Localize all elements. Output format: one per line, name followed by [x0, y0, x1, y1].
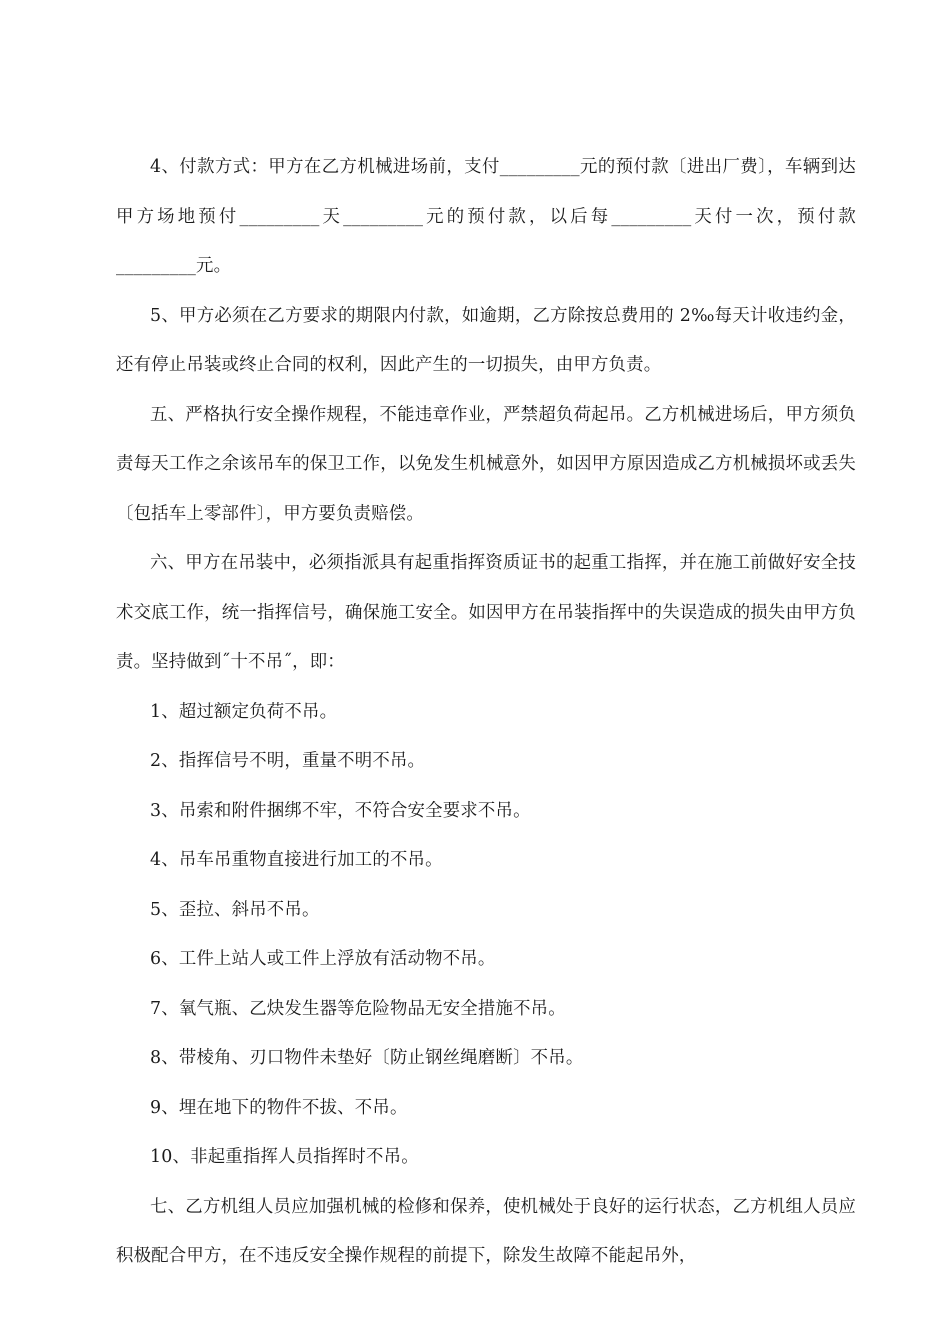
list-item: 3、吊索和附件捆绑不牢，不符合安全要求不吊。 — [150, 800, 531, 821]
list-item: 5、歪拉、斜吊不吊。 — [150, 899, 320, 920]
clause-late-payment: 5、甲方必须在乙方要求的期限内付款，如逾期，乙方除按总费用的 2‰每天计收违约金，还有停止吊装或终止合同的权利，因此产生的一切损失，由甲方负责。 — [116, 305, 856, 375]
clause-seven-maintenance: 七、乙方机组人员应加强机械的检修和保养，使机械处于良好的运行状态，乙方机组人员应积极配合甲方，在不违反安全操作规程的前提下，除发生故障不能起吊外， — [116, 1196, 856, 1266]
list-item: 2、指挥信号不明，重量不明不吊。 — [150, 751, 426, 771]
list-item: 7、氧气瓶、乙炔发生器等危险物品无安全措施不吊。 — [150, 998, 566, 1019]
clause-payment-method: 4、付款方式：甲方在乙方机械进场前，支付_________元的预付款〔进出厂费〕，车辆到达甲方场地预付_________天_________元的预付款，以后每_________天付一次，预付款_________元。 — [116, 157, 856, 276]
contract-body — [116, 143, 856, 1282]
clause-six-lifting-command: 六、甲方在吊装中，必须指派具有起重指挥资质证书的起重工指挥，并在施工前做好安全技术交底工作，统一指挥信号，确保施工安全。如因甲方在吊装指挥中的失误造成的损失由甲方负责。坚持做到˝十不吊˝，即： — [116, 553, 856, 672]
clause-five-safety-rules: 五、严格执行安全操作规程，不能违章作业，严禁超负荷起吊。乙方机械进场后，甲方须负责每天工作之余该吊车的保卫工作，以免发生机械意外，如因甲方原因造成乙方机械损坏或丢失〔包括车上零部件〕，甲方要负责赔偿。 — [116, 404, 856, 524]
list-item: 8、带棱角、刃口物件未垫好〔防止钢丝绳磨断〕不吊。 — [150, 1048, 584, 1068]
list-item: 9、埋在地下的物件不拔、不吊。 — [150, 1097, 408, 1118]
list-item: 10、非起重指挥人员指挥时不吊。 — [150, 1147, 419, 1167]
list-item: 1、超过额定负荷不吊。 — [150, 701, 338, 722]
list-item: 6、工件上站人或工件上浮放有活动物不吊。 — [150, 949, 496, 969]
list-item: 4、吊车吊重物直接进行加工的不吊。 — [150, 850, 443, 870]
